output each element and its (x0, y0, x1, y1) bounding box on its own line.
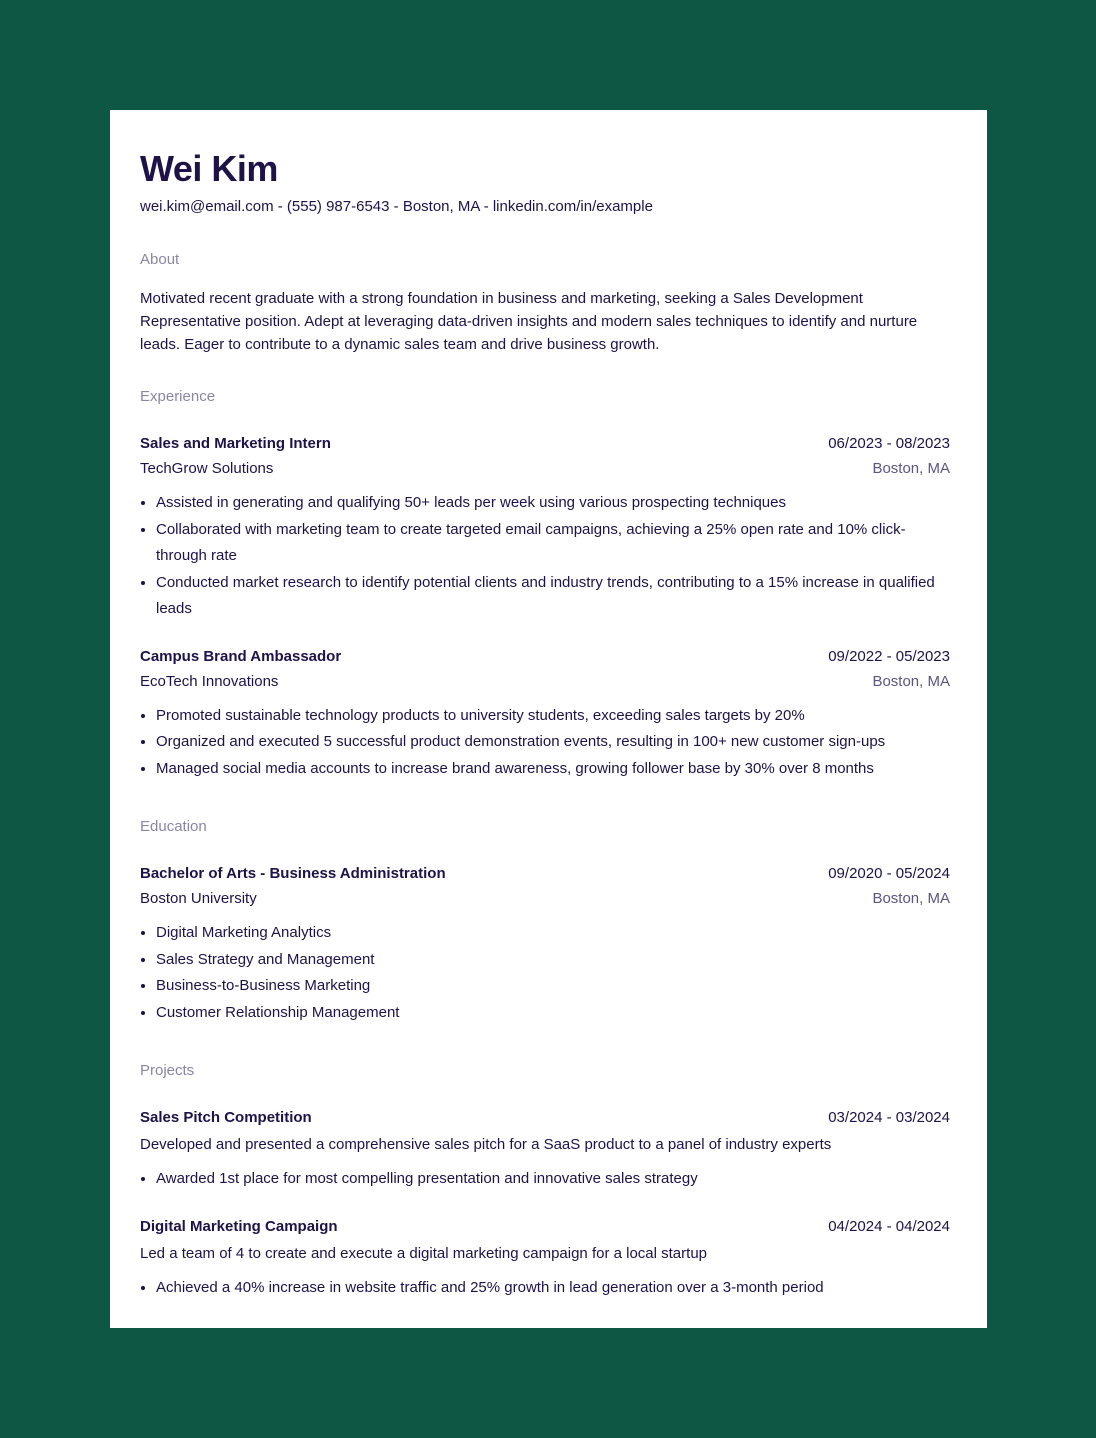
project-description: Led a team of 4 to create and execute a digital marketing campaign for a local startup (140, 1244, 707, 1262)
experience-entry (140, 431, 950, 623)
bullet-item: • Customer Relationship Management (156, 1000, 950, 1027)
about-text: Motivated recent graduate with a strong foundation in business and marketing, seeking a Sales Development Representative position. Adept at leveraging data-driven insights and modern sales techniques to identify and nurture leads. Eager to contribute to a dynamic sales team and drive business growth. (140, 290, 918, 353)
bullet-item: • Digital Marketing Analytics (156, 920, 950, 947)
bullet-item: • Sales Strategy and Management (156, 947, 950, 974)
job-bullets (140, 703, 950, 783)
education-dates: 09/2020 - 05/2024 (828, 865, 950, 882)
resume-name: Wei Kim (140, 148, 278, 189)
education-entry (140, 861, 950, 1026)
section-title-experience: Experience (140, 388, 216, 405)
coursework-list (140, 920, 950, 1026)
project-bullets (140, 1166, 950, 1193)
project-dates: 03/2024 - 03/2024 (828, 1109, 950, 1126)
company-name: EcoTech Innovations (140, 672, 279, 690)
project-entry (140, 1214, 950, 1302)
job-location: Boston, MA (872, 672, 950, 690)
company-name: TechGrow Solutions (140, 460, 274, 477)
project-name: Digital Marketing Campaign (140, 1217, 338, 1235)
contact-line: wei.kim@email.com - (555) 987-6543 - Boston, MA - linkedin.com/in/example (140, 198, 653, 215)
bullet-item: • Awarded 1st place for most compelling presentation and innovative sales strategy (156, 1166, 950, 1193)
job-bullets (140, 490, 950, 623)
bullet-item: • Conducted market research to identify potential clients and industry trends, contributing to a 15% increase in qualified leads (156, 570, 950, 623)
project-dates: 04/2024 - 04/2024 (828, 1217, 950, 1235)
resume-page (110, 110, 987, 1328)
bullet-item: • Organized and executed 5 successful product demonstration events, resulting in 100+ new customer sign-ups (156, 729, 950, 756)
job-dates: 06/2023 - 08/2023 (828, 435, 950, 452)
job-title: Sales and Marketing Intern (140, 435, 331, 452)
bullet-item: • Assisted in generating and qualifying 50+ leads per week using various prospecting techniques (156, 490, 950, 517)
section-title-about: About (140, 251, 180, 268)
project-bullets (140, 1275, 950, 1302)
section-title-projects: Projects (140, 1062, 195, 1079)
school-location: Boston, MA (872, 890, 950, 907)
job-dates: 09/2022 - 05/2023 (828, 647, 950, 665)
job-title: Campus Brand Ambassador (140, 647, 342, 665)
section-title-education: Education (140, 818, 207, 835)
project-entry (140, 1105, 950, 1193)
bullet-item: • Collaborated with marketing team to create targeted email campaigns, achieving a 25% open rate and 10% click-through rate (156, 517, 950, 570)
project-description: Developed and presented a comprehensive sales pitch for a SaaS product to a panel of industry experts (140, 1136, 832, 1153)
school-name: Boston University (140, 890, 257, 907)
project-name: Sales Pitch Competition (140, 1109, 312, 1126)
degree-title: Bachelor of Arts - Business Administration (140, 865, 446, 882)
bullet-item: • Promoted sustainable technology products to university students, exceeding sales targets by 20% (156, 703, 950, 730)
bullet-item: • Achieved a 40% increase in website traffic and 25% growth in lead generation over a 3-month period (156, 1275, 950, 1302)
experience-entry (140, 644, 950, 783)
job-location: Boston, MA (872, 460, 950, 477)
bullet-item: • Managed social media accounts to increase brand awareness, growing follower base by 30% over 8 months (156, 756, 950, 783)
bullet-item: • Business-to-Business Marketing (156, 973, 950, 1000)
